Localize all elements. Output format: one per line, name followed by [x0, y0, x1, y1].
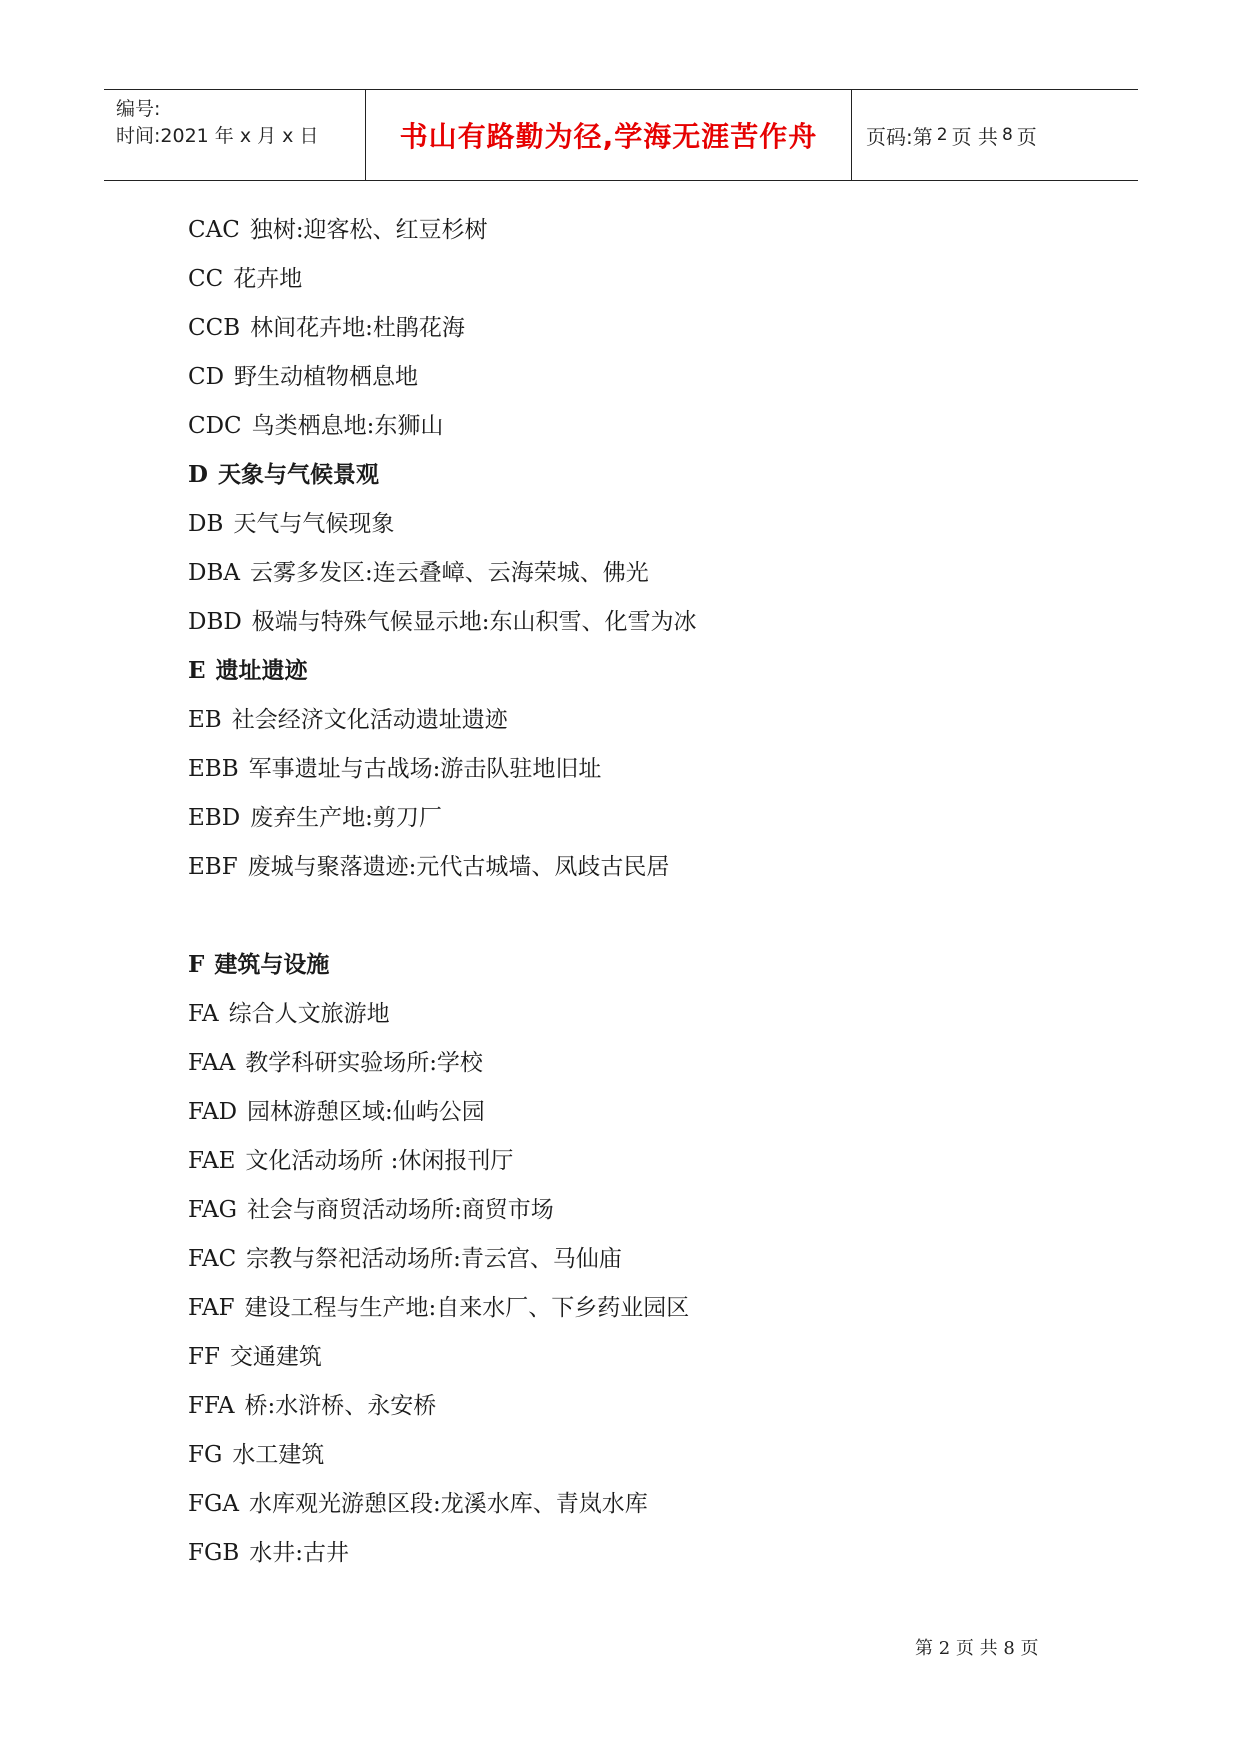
list-item [188, 1097, 485, 1127]
list-item [188, 215, 488, 245]
item-text: 教学科研实验场所:学校 [245, 1050, 483, 1076]
item-text: 极端与特殊气候显示地:东山积雪、化雪为冰 [251, 609, 697, 635]
item-text: 建筑与设施 [214, 951, 330, 978]
list-item [188, 558, 649, 588]
item-code: E [188, 657, 206, 684]
list-item [188, 1391, 436, 1421]
list-item [188, 313, 465, 343]
list-item [188, 803, 442, 833]
page-prefix: 页码:第 [866, 124, 933, 149]
item-text: 交通建筑 [229, 1344, 322, 1370]
document-time-label: 时间:2021 年 x 月 x 日 [116, 125, 319, 147]
item-text: 水工建筑 [232, 1442, 325, 1468]
item-text: 天象与气候景观 [217, 461, 379, 488]
item-code: EB [188, 707, 222, 733]
item-code: CC [188, 266, 224, 292]
item-code: CDC [188, 413, 242, 439]
item-text: 宗教与祭祀活动场所:青云宫、马仙庙 [246, 1246, 622, 1272]
page-footer: 第 2 页 共 8 页 [915, 1638, 1039, 1659]
item-text: 水井:古井 [249, 1540, 349, 1566]
item-code: FAD [188, 1099, 238, 1125]
item-code: CD [188, 364, 225, 390]
section-heading [188, 656, 308, 686]
item-text: 水库观光游憩区段:龙溪水库、青岚水库 [248, 1491, 648, 1517]
item-text: 桥:水浒桥、永安桥 [244, 1393, 437, 1419]
item-text: 社会经济文化活动遗址遗迹 [231, 707, 508, 733]
item-text: 建设工程与生产地:自来水厂、下乡药业园区 [244, 1295, 690, 1321]
item-text: 废城与聚落遗迹:元代古城墙、凤歧古民居 [247, 854, 670, 880]
list-item [188, 1440, 324, 1470]
list-item [188, 1195, 554, 1225]
list-item [188, 852, 669, 882]
item-text: 综合人文旅游地 [228, 1001, 390, 1027]
item-code: FF [188, 1344, 220, 1370]
list-item [188, 1342, 322, 1372]
item-text: 遗址遗迹 [215, 657, 308, 684]
list-item [188, 754, 601, 784]
item-code: F [188, 951, 205, 978]
page-header [104, 89, 1138, 181]
item-text: 云雾多发区:连云叠嶂、云海荣城、佛光 [249, 560, 649, 586]
item-code: EBB [188, 756, 239, 782]
item-code: FG [188, 1442, 223, 1468]
item-text: 文化活动场所 :休闲报刊厅 [245, 1148, 514, 1174]
document-number-label: 编号: [116, 98, 161, 120]
list-item [188, 362, 418, 392]
list-item [188, 607, 697, 637]
item-code: FAG [188, 1197, 237, 1223]
list-item [188, 1048, 483, 1078]
section-heading [188, 950, 329, 980]
header-meta-cell [104, 90, 366, 180]
item-code: DBD [188, 609, 242, 635]
item-code: EBF [188, 854, 238, 880]
item-code: FGB [188, 1540, 240, 1566]
item-text: 军事遗址与古战场:游击队驻地旧址 [248, 756, 602, 782]
list-item [188, 1244, 622, 1274]
item-code: DBA [188, 560, 240, 586]
item-code: CAC [188, 217, 240, 243]
item-code: FAF [188, 1295, 235, 1321]
list-item [188, 1146, 513, 1176]
page-current: 2 [936, 125, 948, 145]
list-item [188, 509, 394, 539]
page-suffix: 页 [1016, 124, 1037, 149]
item-text: 天气与气候现象 [233, 511, 395, 537]
item-text: 鸟类栖息地:东狮山 [251, 413, 444, 439]
item-code: FAA [188, 1050, 236, 1076]
page-total: 8 [1001, 125, 1013, 145]
item-text: 废弃生产地:剪刀厂 [250, 805, 442, 831]
list-item [188, 705, 508, 735]
item-code: FAE [188, 1148, 236, 1174]
item-text: 园林游憩区域:仙屿公园 [247, 1099, 485, 1125]
item-code: FGA [188, 1491, 239, 1517]
section-heading [188, 460, 379, 490]
item-code: DB [188, 511, 224, 537]
item-text: 野生动植物栖息地 [234, 364, 419, 390]
list-item [188, 999, 390, 1029]
item-code: FAC [188, 1246, 237, 1272]
item-code: FFA [188, 1393, 235, 1419]
list-item [188, 411, 443, 441]
item-code: D [188, 461, 208, 488]
item-text: 独树:迎客松、红豆杉树 [249, 217, 488, 243]
list-item [188, 1489, 648, 1519]
item-code: EBD [188, 805, 241, 831]
list-item [188, 264, 302, 294]
page-mid: 页 共 [951, 124, 998, 149]
list-item [188, 1293, 689, 1323]
item-code: CCB [188, 315, 241, 341]
item-text: 社会与商贸活动场所:商贸市场 [246, 1197, 554, 1223]
item-text: 林间花卉地:杜鹃花海 [250, 315, 465, 341]
header-page-indicator [852, 90, 1138, 180]
item-text: 花卉地 [233, 266, 303, 292]
list-item [188, 1538, 349, 1568]
header-motto: 书山有路勤为径,学海无涯苦作舟 [366, 90, 852, 180]
item-code: FA [188, 1001, 219, 1027]
